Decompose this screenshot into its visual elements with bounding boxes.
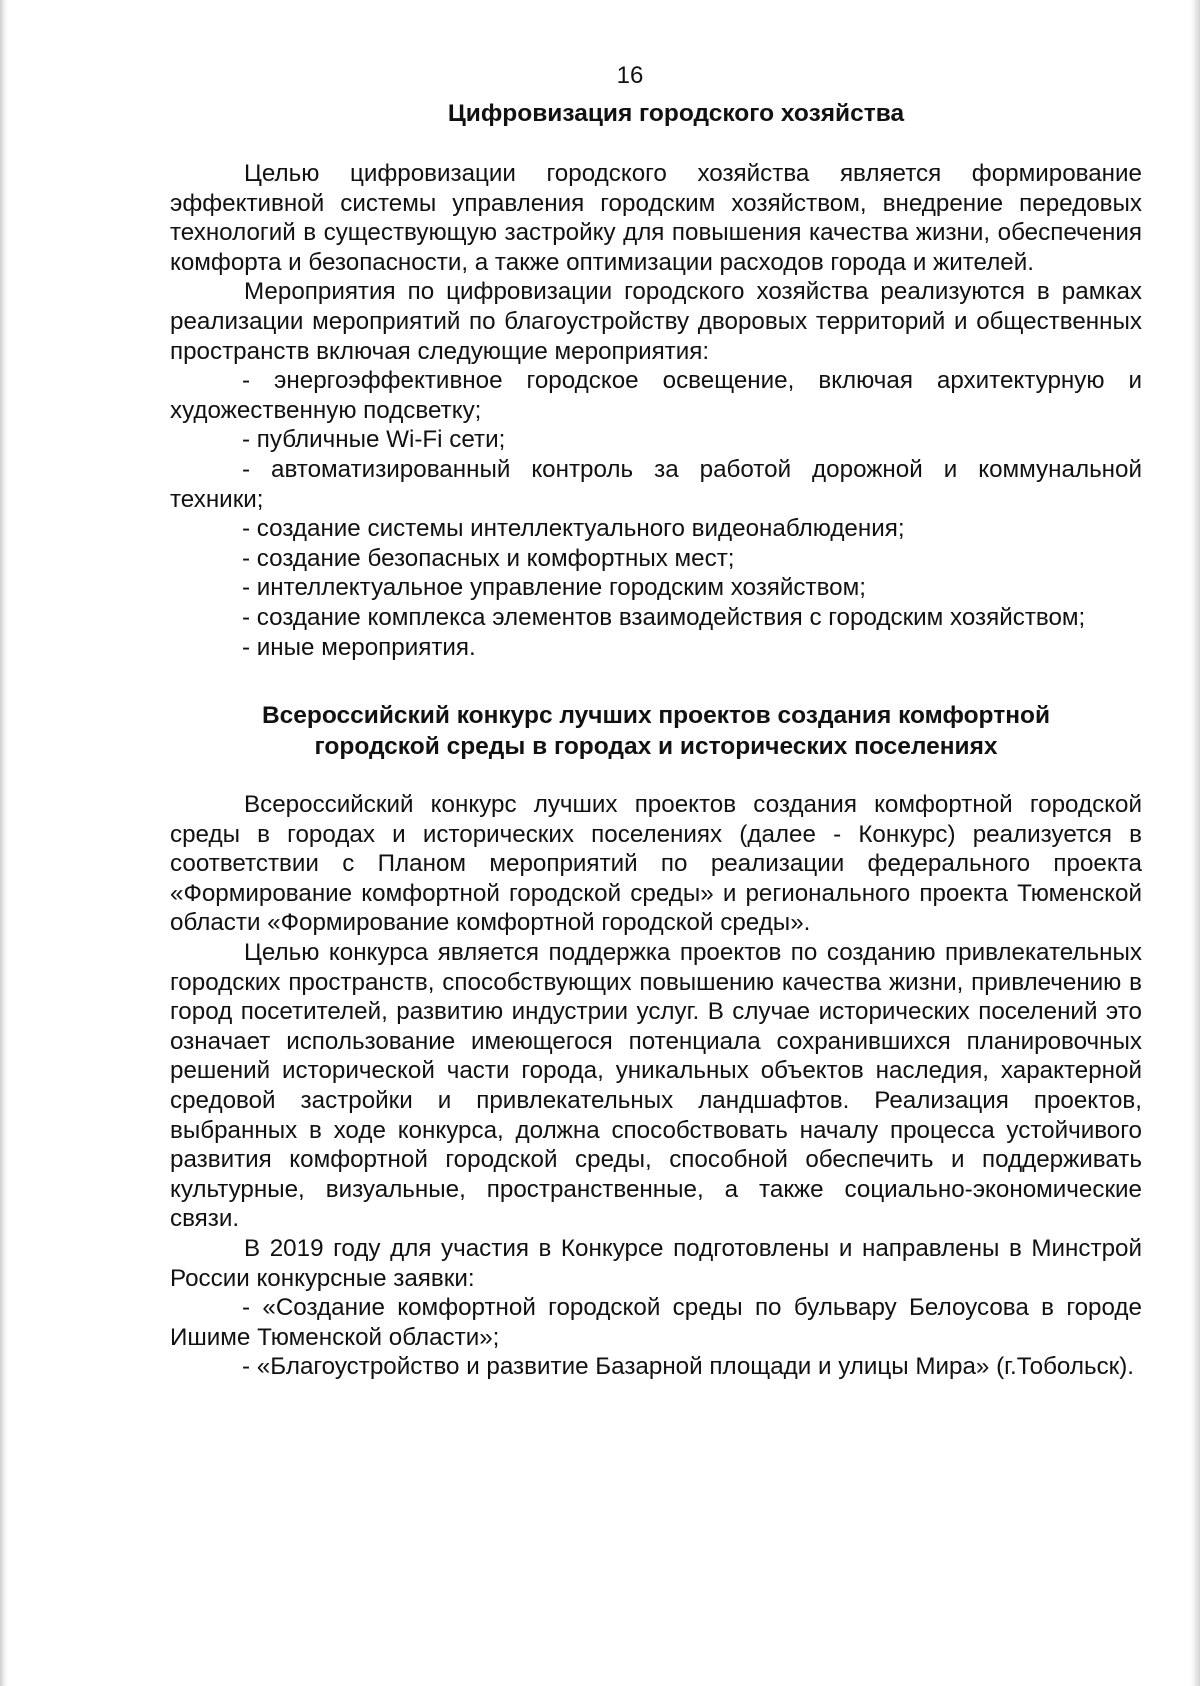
paragraph: Целью цифровизации городского хозяйства является формирование эффективной системы управления городским хозяйством, внедрение передовых технологий в существующую застройку для повышения качества жизни, обеспечения комфорта и безопасности, а также оптимизации расходов города и жителей.	[170, 160, 1142, 276]
list-item: - энергоэффективное городское освещение, включая архитектурную и художественную подсветку;	[170, 367, 1142, 424]
list-item: - публичные Wi-Fi сети;	[242, 426, 506, 454]
section-title-line: городской среды в городах и исторических поселениях	[314, 733, 998, 761]
paragraph: Мероприятия по цифровизации городского хозяйства реализуются в рамках реализации мероприятий по благоустройству дворовых территорий и общественных пространств включая следующие мероприятия:	[170, 278, 1142, 365]
list-item: - создание комплекса элементов взаимодействия с городским хозяйством;	[242, 603, 1086, 631]
list-item: - иные мероприятия.	[242, 633, 476, 661]
list-item: - «Создание комфортной городской среды по бульвару Белоусова в городе Ишиме Тюменской области»;	[170, 1294, 1142, 1351]
scan-edge-left	[0, 0, 8, 1686]
page-number: 16	[616, 62, 644, 89]
paragraph: В 2019 году для участия в Конкурсе подготовлены и направлены в Минстрой России конкурсные заявки:	[170, 1235, 1142, 1292]
list-item: - создание безопасных и комфортных мест;	[242, 544, 735, 572]
list-item: - «Благоустройство и развитие Базарной площади и улицы Мира» (г.Тобольск).	[242, 1353, 1135, 1381]
paragraph: Целью конкурса является поддержка проектов по созданию привлекательных городских пространств, способствующих повышению качества жизни, привлечению в город посетителей, развитию индустрии услуг. В случае исторических поселений это означает использование имеющегося потенциала сохранившихся планировочных решений исторической части города, уникальных объектов наследия, характерной средовой застройки и привлекательных ландшафтов. Реализация проектов, выбранных в ходе конкурса, должна способствовать началу процесса устойчивого развития комфортной городской среды, способной обеспечить и поддерживать культурные, визуальные, пространственные, а также социально-экономические связи.	[170, 939, 1142, 1233]
list-item: - автоматизированный контроль за работой дорожной и коммунальной техники;	[170, 455, 1142, 513]
list-item: - создание системы интеллектуального видеонаблюдения;	[242, 515, 905, 543]
list-item: - интеллектуальное управление городским хозяйством;	[242, 574, 866, 602]
document-body	[170, 98, 1142, 1382]
section-title-digitalization: Цифровизация городского хозяйства	[447, 100, 905, 127]
scan-edge-right	[1190, 0, 1200, 1686]
paragraph: Всероссийский конкурс лучших проектов создания комфортной городской среды в городах и исторических поселениях (далее - Конкурс) реализуется в соответствии с Планом мероприятий по реализации федерального проекта «Формирование комфортной городской среды» и регионального проекта Тюменской области «Формирование комфортной городской среды».	[170, 791, 1142, 937]
section-title-line: Всероссийский конкурс лучших проектов создания комфортной	[261, 702, 1051, 730]
section-title-contest	[170, 700, 1142, 762]
